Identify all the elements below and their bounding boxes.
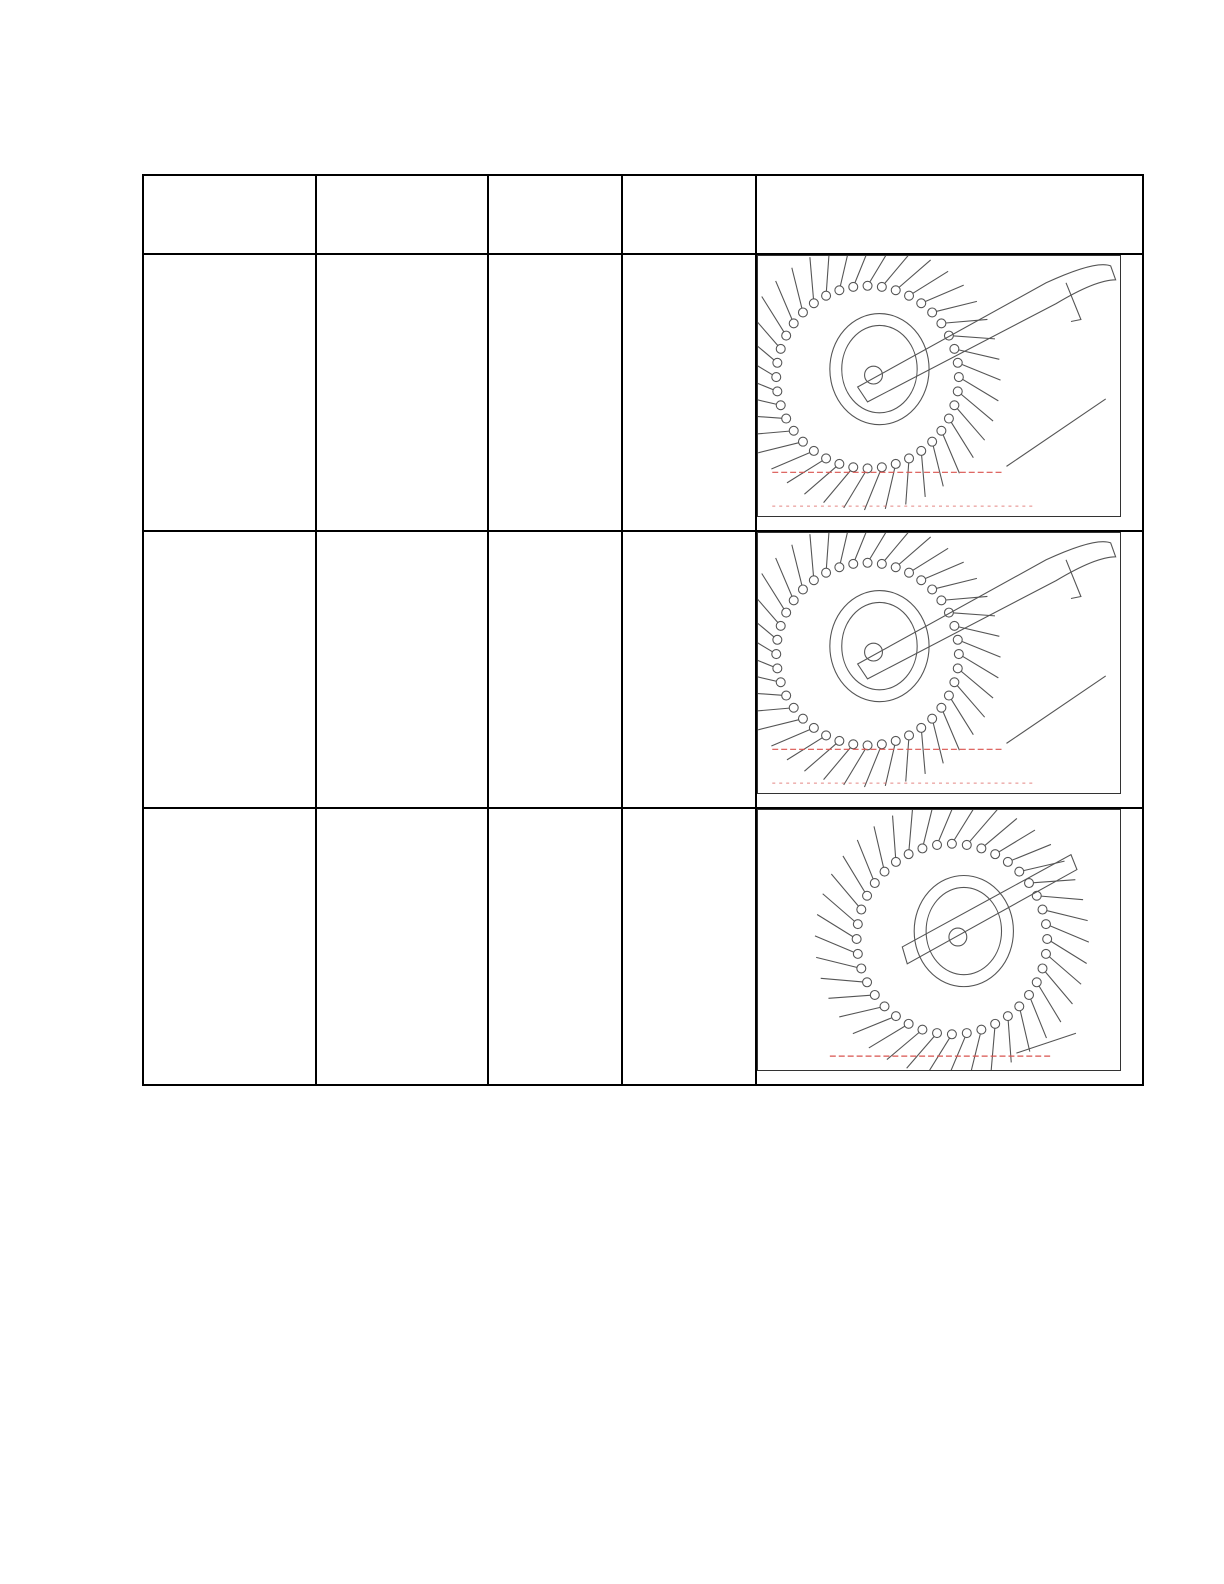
rake-tine bbox=[1037, 896, 1083, 900]
rim-bead bbox=[798, 437, 807, 446]
rake-tine bbox=[843, 856, 867, 896]
rim-bead bbox=[773, 358, 782, 367]
rake-tine bbox=[826, 256, 829, 296]
rake-tine bbox=[954, 626, 999, 636]
tow-line bbox=[1006, 676, 1105, 743]
rim-bead bbox=[1003, 1012, 1012, 1021]
rake-tine bbox=[882, 256, 912, 287]
table-cell bbox=[316, 254, 488, 531]
rim-bead bbox=[880, 1002, 889, 1011]
rake-tine bbox=[839, 1006, 884, 1017]
rim-bead bbox=[954, 650, 963, 659]
tow-line bbox=[1006, 399, 1105, 466]
rim-bead bbox=[776, 344, 785, 353]
rake-tine bbox=[1043, 910, 1088, 921]
rim-bead bbox=[822, 731, 831, 740]
rim-bead bbox=[853, 949, 862, 958]
rim-bead bbox=[1043, 935, 1052, 944]
arm-bracket bbox=[1066, 283, 1081, 322]
rim-bead bbox=[870, 991, 879, 1000]
rake-tine bbox=[816, 957, 861, 968]
rim-bead bbox=[877, 463, 886, 472]
rim-bead bbox=[950, 401, 959, 410]
rake-tine bbox=[958, 363, 1001, 380]
rake-tine bbox=[922, 810, 933, 848]
rim-bead bbox=[809, 446, 818, 455]
rake-wheel-adjustment-drawing-icon bbox=[758, 533, 1120, 793]
rim-bead bbox=[950, 621, 959, 630]
header-cell bbox=[316, 175, 488, 254]
rim-bead bbox=[776, 621, 785, 630]
rake-tine bbox=[932, 442, 943, 487]
rake-tine bbox=[954, 349, 999, 359]
rim-bead bbox=[773, 387, 782, 396]
rake-tine bbox=[1008, 1016, 1011, 1062]
rim-bead bbox=[849, 282, 858, 291]
rake-tine bbox=[921, 562, 963, 580]
rim-bead bbox=[1015, 867, 1024, 876]
rake-tine bbox=[906, 735, 909, 781]
rake-tine bbox=[868, 256, 892, 286]
rake-tine bbox=[882, 533, 912, 564]
rim-bead bbox=[891, 563, 900, 572]
header-cell bbox=[756, 175, 1143, 254]
rim-bead bbox=[904, 850, 913, 859]
header-cell bbox=[143, 175, 316, 254]
rim-bead bbox=[1025, 991, 1034, 1000]
rake-tine bbox=[970, 1030, 981, 1070]
rake-tine bbox=[949, 696, 973, 735]
rake-wheel-figure bbox=[757, 255, 1121, 517]
rake-tine bbox=[839, 533, 849, 567]
rake-tine bbox=[864, 744, 881, 787]
rim-bead bbox=[853, 920, 862, 929]
rake-tine bbox=[958, 391, 993, 421]
rake-tine bbox=[776, 281, 794, 323]
rim-bead bbox=[1038, 964, 1047, 973]
table-cell bbox=[488, 254, 622, 531]
rake-tine bbox=[1037, 982, 1061, 1022]
rake-tine bbox=[932, 301, 977, 312]
rim-bead bbox=[962, 1029, 971, 1038]
rake-tine bbox=[762, 573, 786, 612]
rake-tine bbox=[949, 336, 995, 339]
arm-bracket bbox=[1066, 560, 1081, 599]
rake-tine bbox=[857, 840, 874, 883]
rake-tine bbox=[787, 458, 826, 482]
rake-tine bbox=[821, 978, 867, 982]
table-cell bbox=[488, 531, 622, 808]
rake-tine bbox=[909, 271, 948, 295]
rim-bead bbox=[954, 373, 963, 382]
rake-tine bbox=[758, 610, 777, 640]
rake-tine bbox=[949, 419, 973, 458]
rim-bead bbox=[880, 867, 889, 876]
rake-tine bbox=[868, 533, 892, 563]
rim-bead bbox=[904, 1019, 913, 1028]
rim-bead bbox=[937, 319, 946, 328]
rake-tine bbox=[792, 268, 803, 313]
rake-tine bbox=[758, 442, 803, 453]
rake-tine bbox=[810, 534, 814, 580]
rake-tine bbox=[1029, 880, 1075, 883]
table-cell bbox=[316, 531, 488, 808]
rake-tine bbox=[958, 640, 1001, 657]
rake-tine bbox=[823, 894, 858, 924]
rim-bead bbox=[933, 1029, 942, 1038]
rake-tine bbox=[815, 936, 858, 954]
table-cell bbox=[622, 254, 756, 531]
rim-bead bbox=[809, 299, 818, 308]
rim-bead bbox=[877, 559, 886, 568]
rake-tine bbox=[787, 735, 826, 759]
rim-bead bbox=[877, 740, 886, 749]
rim-bead bbox=[835, 286, 844, 295]
rim-bead bbox=[1003, 857, 1012, 866]
rim-bead bbox=[905, 731, 914, 740]
rake-tine bbox=[958, 668, 993, 698]
rim-bead bbox=[782, 331, 791, 340]
rake-tine bbox=[921, 285, 963, 303]
rim-bead bbox=[905, 568, 914, 577]
rim-bead bbox=[776, 678, 785, 687]
rake-tine bbox=[941, 596, 987, 600]
rake-tine bbox=[885, 741, 895, 786]
rake-tine bbox=[909, 548, 948, 572]
rim-bead bbox=[944, 691, 953, 700]
rim-bead bbox=[933, 840, 942, 849]
rim-bead bbox=[863, 281, 872, 290]
rake-tine bbox=[758, 708, 794, 712]
rake-tine bbox=[839, 256, 849, 290]
rim-bead bbox=[944, 414, 953, 423]
rake-tine bbox=[758, 719, 803, 730]
rake-tine bbox=[758, 431, 794, 435]
rim-bead bbox=[782, 691, 791, 700]
table-row bbox=[143, 531, 1143, 808]
rake-tine bbox=[906, 458, 909, 504]
rim-bead bbox=[991, 1019, 1000, 1028]
rim-bead bbox=[918, 844, 927, 853]
rake-tine bbox=[810, 257, 814, 303]
rake-tine bbox=[921, 451, 925, 497]
rim-bead bbox=[863, 558, 872, 567]
rim-bead bbox=[891, 857, 900, 866]
rim-bead bbox=[773, 664, 782, 673]
rake-tine bbox=[758, 314, 781, 349]
rake-tine bbox=[907, 1033, 937, 1068]
rim-bead bbox=[928, 714, 937, 723]
rake-tine bbox=[967, 810, 997, 845]
table-row bbox=[143, 254, 1143, 531]
rim-bead bbox=[773, 635, 782, 644]
rake-tine bbox=[1029, 995, 1046, 1038]
rake-tine bbox=[991, 1024, 995, 1070]
rim-bead bbox=[947, 839, 956, 848]
rim-bead bbox=[937, 703, 946, 712]
rim-bead bbox=[809, 576, 818, 585]
rim-bead bbox=[1042, 920, 1051, 929]
rim-bead bbox=[917, 723, 926, 732]
rake-wheel-adjustment-drawing-icon bbox=[758, 810, 1120, 1070]
rim-bead bbox=[891, 736, 900, 745]
rake-wheel-figure bbox=[757, 809, 1121, 1071]
rake-tine bbox=[909, 810, 913, 854]
table-cell bbox=[316, 808, 488, 1085]
rim-bead bbox=[789, 596, 798, 605]
rim-bead bbox=[977, 1025, 986, 1034]
rim-bead bbox=[870, 879, 879, 888]
table-cell bbox=[622, 531, 756, 808]
rim-bead bbox=[822, 454, 831, 463]
rim-bead bbox=[917, 299, 926, 308]
rim-bead bbox=[782, 608, 791, 617]
rim-bead bbox=[798, 714, 807, 723]
rake-tine bbox=[949, 613, 995, 616]
figure-cell bbox=[756, 808, 1143, 1085]
rim-bead bbox=[937, 426, 946, 435]
rim-bead bbox=[937, 596, 946, 605]
rake-tine bbox=[932, 578, 977, 589]
rim-bead bbox=[798, 585, 807, 594]
rim-bead bbox=[917, 446, 926, 455]
rim-bead bbox=[789, 426, 798, 435]
rake-wheel bbox=[815, 810, 1089, 1070]
rake-tine bbox=[932, 719, 943, 764]
rake-wheel-figure bbox=[757, 532, 1121, 794]
rim-bead bbox=[905, 454, 914, 463]
rim-bead bbox=[1032, 891, 1041, 900]
rim-bead bbox=[798, 308, 807, 317]
rake-tine bbox=[1019, 1006, 1030, 1051]
rim-bead bbox=[1038, 905, 1047, 914]
rim-bead bbox=[891, 286, 900, 295]
rake-tine bbox=[792, 545, 803, 590]
rake-tine bbox=[853, 1016, 896, 1033]
rake-tine bbox=[828, 995, 874, 998]
rake-tine bbox=[874, 826, 885, 871]
rim-bead bbox=[891, 1012, 900, 1021]
hub-bearing bbox=[949, 928, 967, 946]
rim-bead bbox=[852, 935, 861, 944]
rake-tine bbox=[869, 1024, 909, 1048]
rim-bead bbox=[849, 740, 858, 749]
rake-tine bbox=[776, 558, 794, 600]
table-cell bbox=[488, 808, 622, 1085]
rim-bead bbox=[962, 840, 971, 849]
rim-bead bbox=[789, 703, 798, 712]
figure-cell bbox=[756, 531, 1143, 808]
rake-tine bbox=[1046, 924, 1089, 942]
rake-tine bbox=[941, 319, 987, 323]
rake-tine bbox=[864, 467, 881, 510]
rim-bead bbox=[928, 437, 937, 446]
rim-bead bbox=[849, 559, 858, 568]
header-cell bbox=[622, 175, 756, 254]
rim-bead bbox=[863, 978, 872, 987]
rake-tine bbox=[771, 728, 813, 746]
rake-tine bbox=[762, 296, 786, 335]
rim-bead bbox=[809, 723, 818, 732]
rim-bead bbox=[917, 576, 926, 585]
rim-bead bbox=[835, 459, 844, 468]
rim-bead bbox=[905, 291, 914, 300]
rake-tine bbox=[826, 533, 829, 573]
rim-bead bbox=[822, 568, 831, 577]
rake-tine bbox=[893, 816, 896, 862]
rim-bead bbox=[950, 678, 959, 687]
table-cell bbox=[143, 254, 316, 531]
rake-tine bbox=[1008, 844, 1051, 861]
rim-bead bbox=[928, 308, 937, 317]
rim-bead bbox=[953, 635, 962, 644]
rake-tine bbox=[995, 830, 1035, 854]
rim-bead bbox=[772, 373, 781, 382]
rim-bead bbox=[950, 344, 959, 353]
rim-bead bbox=[849, 463, 858, 472]
rim-bead bbox=[822, 291, 831, 300]
table-header-row bbox=[143, 175, 1143, 254]
rim-bead bbox=[991, 850, 1000, 859]
rake-tine bbox=[941, 708, 959, 750]
rim-bead bbox=[977, 844, 986, 853]
rim-bead bbox=[863, 891, 872, 900]
rake-tine bbox=[771, 451, 813, 469]
rim-bead bbox=[857, 905, 866, 914]
rim-bead bbox=[1015, 1002, 1024, 1011]
rim-bead bbox=[863, 464, 872, 473]
rim-bead bbox=[772, 650, 781, 659]
rim-bead bbox=[1042, 949, 1051, 958]
table-cell bbox=[143, 531, 316, 808]
table-row bbox=[143, 808, 1143, 1085]
rim-bead bbox=[835, 736, 844, 745]
rim-bead bbox=[1032, 978, 1041, 987]
rake-tine bbox=[885, 464, 895, 509]
rim-bead bbox=[953, 358, 962, 367]
rake-tine bbox=[941, 431, 959, 473]
figure-cell bbox=[756, 254, 1143, 531]
table-cell bbox=[622, 808, 756, 1085]
rim-bead bbox=[891, 459, 900, 468]
rim-bead bbox=[863, 741, 872, 750]
rake-tine bbox=[921, 728, 925, 774]
rim-bead bbox=[789, 319, 798, 328]
rim-bead bbox=[928, 585, 937, 594]
rim-bead bbox=[918, 1025, 927, 1034]
rim-bead bbox=[877, 282, 886, 291]
rim-bead bbox=[947, 1030, 956, 1039]
rim-bead bbox=[953, 387, 962, 396]
rim-bead bbox=[835, 563, 844, 572]
rake-tine bbox=[758, 333, 777, 363]
settings-table bbox=[142, 174, 1144, 1086]
rim-bead bbox=[857, 964, 866, 973]
rake-wheel-adjustment-drawing-icon bbox=[758, 256, 1120, 516]
rim-bead bbox=[776, 401, 785, 410]
table-cell bbox=[143, 808, 316, 1085]
rim-bead bbox=[782, 414, 791, 423]
rake-tine bbox=[758, 591, 781, 626]
rim-bead bbox=[953, 664, 962, 673]
header-cell bbox=[488, 175, 622, 254]
rake-tine bbox=[1046, 954, 1081, 984]
